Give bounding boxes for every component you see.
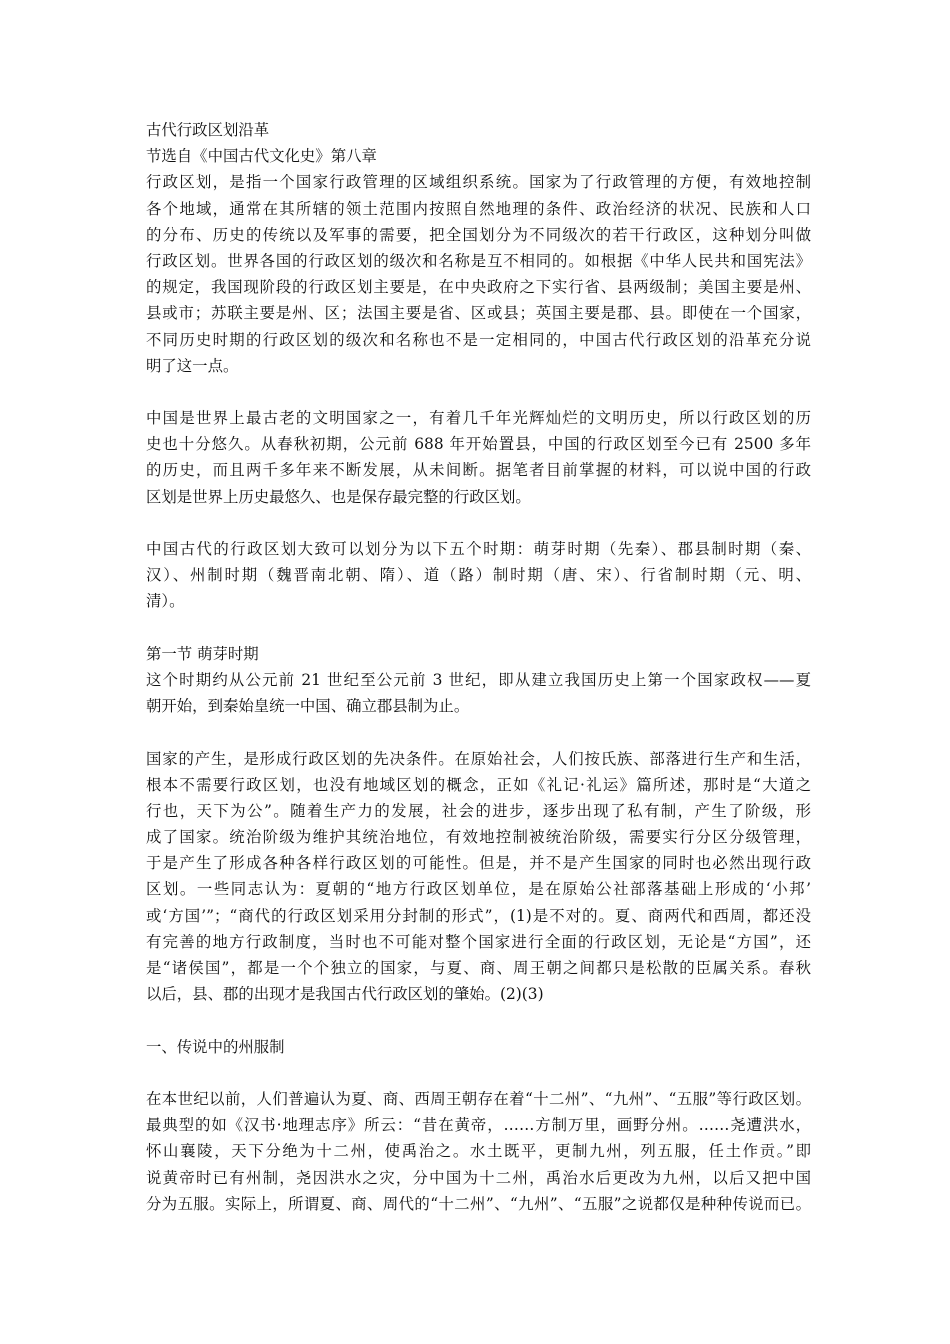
paragraph-periods bbox=[146, 536, 811, 615]
text-line: 区划。一些同志认为：夏朝的“地方行政区划单位，是在原始公社部落基础上形成的‘小邦’ bbox=[146, 880, 811, 899]
text-line: 分为五服。实际上，所谓夏、商、周代的“十二州”、“九州”、“五服”之说都仅是种种传说而已。 bbox=[146, 1194, 811, 1213]
paragraph-gap bbox=[146, 719, 811, 745]
text-line: 的历史，而且两千多年来不断发展，从未间断。据笔者目前掌握的材料，可以说中国的行政 bbox=[146, 461, 811, 480]
text-line: 区划是世界上历史最悠久、也是保存最完整的行政区划。 bbox=[146, 487, 531, 506]
text-line: 行政区划。世界各国的行政区划的级次和名称是互不相同的。如根据《中华人民共和国宪法》 bbox=[146, 251, 811, 270]
text-line: 朝开始，到秦始皇统一中国、确立郡县制为止。 bbox=[146, 697, 470, 716]
paragraph-gap bbox=[146, 510, 811, 536]
paragraph-gap bbox=[146, 1060, 811, 1086]
paragraph-gap bbox=[146, 1007, 811, 1033]
text-line: 成了国家。统治阶级为维护其统治地位，有效地控制被统治阶级，需要实行分区分级管理， bbox=[146, 828, 811, 847]
document-title: 古代行政区划沿革 bbox=[146, 121, 270, 139]
text-line: 不同历史时期的行政区划的级次和名称也不是一定相同的，中国古代行政区划的沿革充分说 bbox=[146, 330, 811, 349]
subsection-heading: 一、传说中的州服制 bbox=[146, 1037, 285, 1056]
text-line: 以后，县、郡的出现才是我国古代行政区划的肇始。(2)(3) bbox=[146, 985, 544, 1004]
text-line: 行政区划，是指一个国家行政管理的区域组织系统。国家为了行政管理的方便，有效地控制 bbox=[146, 173, 811, 192]
paragraph-definition bbox=[146, 169, 811, 379]
text-line: 于是产生了形成各种各样行政区划的可能性。但是，并不是产生国家的同时也必然出现行政 bbox=[146, 854, 811, 873]
text-line: 中国是世界上最古老的文明国家之一，有着几千年光辉灿烂的文明历史，所以行政区划的历 bbox=[146, 409, 811, 428]
text-line: 明了这一点。 bbox=[146, 356, 239, 375]
text-line: 是“诸侯国”，都是一个个独立的国家，与夏、商、周王朝之间都只是松散的臣属关系。春秋 bbox=[146, 959, 811, 977]
text-line: 在本世纪以前，人们普遍认为夏、商、西周王朝存在着“十二州”、“九州”、“五服”等行政区划。 bbox=[146, 1089, 811, 1108]
paragraph-history bbox=[146, 405, 811, 510]
text-line: 清）。 bbox=[146, 592, 185, 611]
paragraph-gap bbox=[146, 615, 811, 641]
text-line: 有完善的地方行政制度，当时也不可能对整个国家进行全面的行政区划，无论是“方国”，还 bbox=[146, 932, 811, 951]
text-line: 史也十分悠久。从春秋初期，公元前 688 年开始置县，中国的行政区划至今已有 2500 多年 bbox=[146, 435, 811, 454]
paragraph-era-span bbox=[146, 667, 811, 719]
text-line: 或‘方国’”；“商代的行政区划采用分封制的形式”，(1)是不对的。夏、商两代和西周，都还没 bbox=[146, 906, 811, 925]
text-line: 县或市；苏联主要是州、区；法国主要是省、区或县；英国主要是郡、县。即使在一个国家， bbox=[146, 304, 811, 323]
text-line: 的规定，我国现阶段的行政区划主要是，在中央政府之下实行省、县两级制；美国主要是州、 bbox=[146, 278, 811, 297]
section-heading: 第一节 萌芽时期 bbox=[146, 644, 259, 663]
text-line: 中国古代的行政区划大致可以划分为以下五个时期：萌芽时期（先秦）、郡县制时期（秦、 bbox=[146, 540, 811, 558]
text-line: 国家的产生，是形成行政区划的先决条件。在原始社会，人们按氏族、部落进行生产和生活， bbox=[146, 749, 811, 768]
text-line: 汉）、州制时期（魏晋南北朝、隋）、道（路）制时期（唐、宋）、行省制时期（元、明、 bbox=[146, 566, 811, 585]
paragraph-state-origin bbox=[146, 746, 811, 1008]
paragraph-gap bbox=[146, 379, 811, 405]
text-line: 各个地域，通常在其所辖的领土范围内按照自然地理的条件、政治经济的状况、民族和人口 bbox=[146, 199, 811, 218]
text-line: 这个时期约从公元前 21 世纪至公元前 3 世纪，即从建立我国历史上第一个国家政权——夏 bbox=[146, 670, 811, 689]
text-line: 的分布、历史的传统以及军事的需要，把全国划分为不同级次的若干行政区，这种划分叫做 bbox=[146, 225, 811, 244]
text-line: 根本不需要行政区划，也没有地域区划的概念，正如《礼记·礼运》篇所述，那时是“大道之 bbox=[146, 775, 811, 794]
paragraph-legend-states bbox=[146, 1086, 811, 1217]
text-line: 行也，天下为公”。随着生产力的发展，社会的进步，逐步出现了私有制，产生了阶级，形 bbox=[146, 801, 811, 820]
text-line: 说黄帝时已有州制，尧因洪水之灾，分中国为十二州，禹治水后更改为九州，以后又把中国 bbox=[146, 1168, 811, 1187]
text-line: 怀山襄陵，天下分绝为十二州，使禹治之。水土既平，更制九州，列五服，任土作贡。”即 bbox=[146, 1142, 811, 1161]
document-source: 节选自《中国古代文化史》第八章 bbox=[146, 147, 377, 166]
document-body bbox=[146, 117, 811, 1217]
text-line: 最典型的如《汉书·地理志序》所云：“昔在黄帝，……方制万里，画野分州。……尧遭洪水， bbox=[146, 1116, 811, 1135]
